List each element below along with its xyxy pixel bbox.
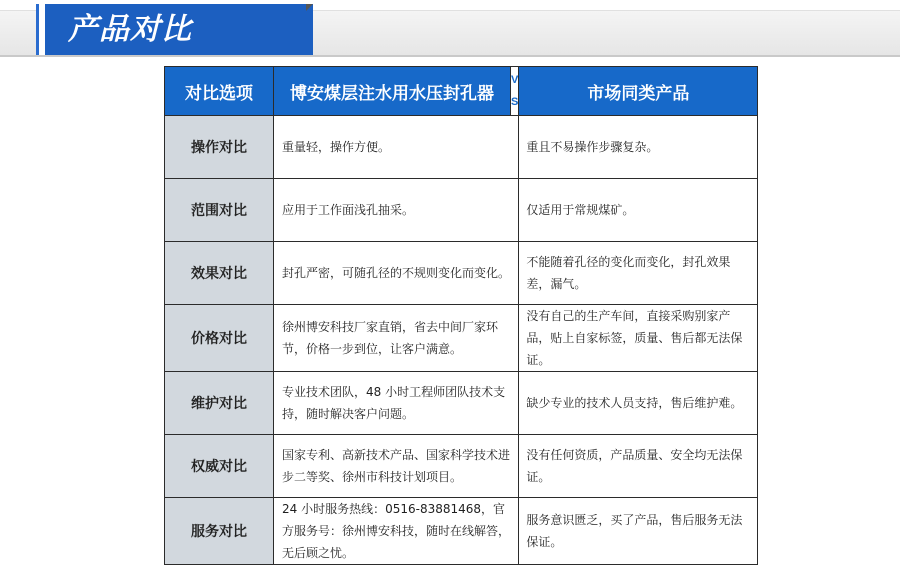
- table-row: [165, 305, 758, 372]
- market-cell: 重且不易操作步骤复杂。: [519, 116, 758, 179]
- product-cell: 重量轻，操作方便。: [274, 116, 519, 179]
- row-label: 范围对比: [165, 179, 274, 242]
- comparison-table: [164, 66, 758, 565]
- market-cell: 仅适用于常规煤矿。: [519, 179, 758, 242]
- table-row: [165, 242, 758, 305]
- page-title: 产品对比: [68, 12, 192, 47]
- product-cell: 专业技术团队，48 小时工程师团队技术支持，随时解决客户问题。: [274, 372, 519, 435]
- product-cell: 24 小时服务热线：0516-83881468，官方服务号：徐州博安科技，随时在线解答，无后顾之忧。: [274, 498, 519, 565]
- row-label: 效果对比: [165, 242, 274, 305]
- table-row: [165, 116, 758, 179]
- row-label: 服务对比: [165, 498, 274, 565]
- header-product-cell: 博安煤层注水用水压封孔器: [274, 67, 511, 116]
- market-cell: 服务意识匮乏，买了产品，售后服务无法保证。: [519, 498, 758, 565]
- market-cell: 缺少专业的技术人员支持，售后维护难。: [519, 372, 758, 435]
- market-cell: 不能随着孔径的变化而变化，封孔效果差，漏气。: [519, 242, 758, 305]
- market-cell: 没有任何资质，产品质量、安全均无法保证。: [519, 435, 758, 498]
- product-cell: 封孔严密，可随孔径的不规则变化而变化。: [274, 242, 519, 305]
- table-row: [165, 372, 758, 435]
- product-cell: 应用于工作面浅孔抽采。: [274, 179, 519, 242]
- row-label: 维护对比: [165, 372, 274, 435]
- row-label: 权威对比: [165, 435, 274, 498]
- vs-letter-s: S: [511, 96, 519, 108]
- header-label-cell: 对比选项: [165, 67, 274, 116]
- table-row: [165, 498, 758, 565]
- table-header-row: [165, 67, 758, 116]
- product-cell: 徐州博安科技厂家直销，省去中间厂家环节，价格一步到位，让客户满意。: [274, 305, 519, 372]
- market-cell: 没有自己的生产车间，直接采购别家产品，贴上自家标签，质量、售后都无法保证。: [519, 305, 758, 372]
- corner-mark: [306, 4, 313, 11]
- vs-letter-v: V: [511, 74, 519, 86]
- table-row: [165, 435, 758, 498]
- row-label: 价格对比: [165, 305, 274, 372]
- table-row: [165, 179, 758, 242]
- header-market-cell: 市场同类产品: [519, 67, 758, 116]
- row-label: 操作对比: [165, 116, 274, 179]
- product-cell: 国家专利、高新技术产品、国家科学技术进步二等奖、徐州市科技计划项目。: [274, 435, 519, 498]
- vs-badge: [511, 67, 519, 116]
